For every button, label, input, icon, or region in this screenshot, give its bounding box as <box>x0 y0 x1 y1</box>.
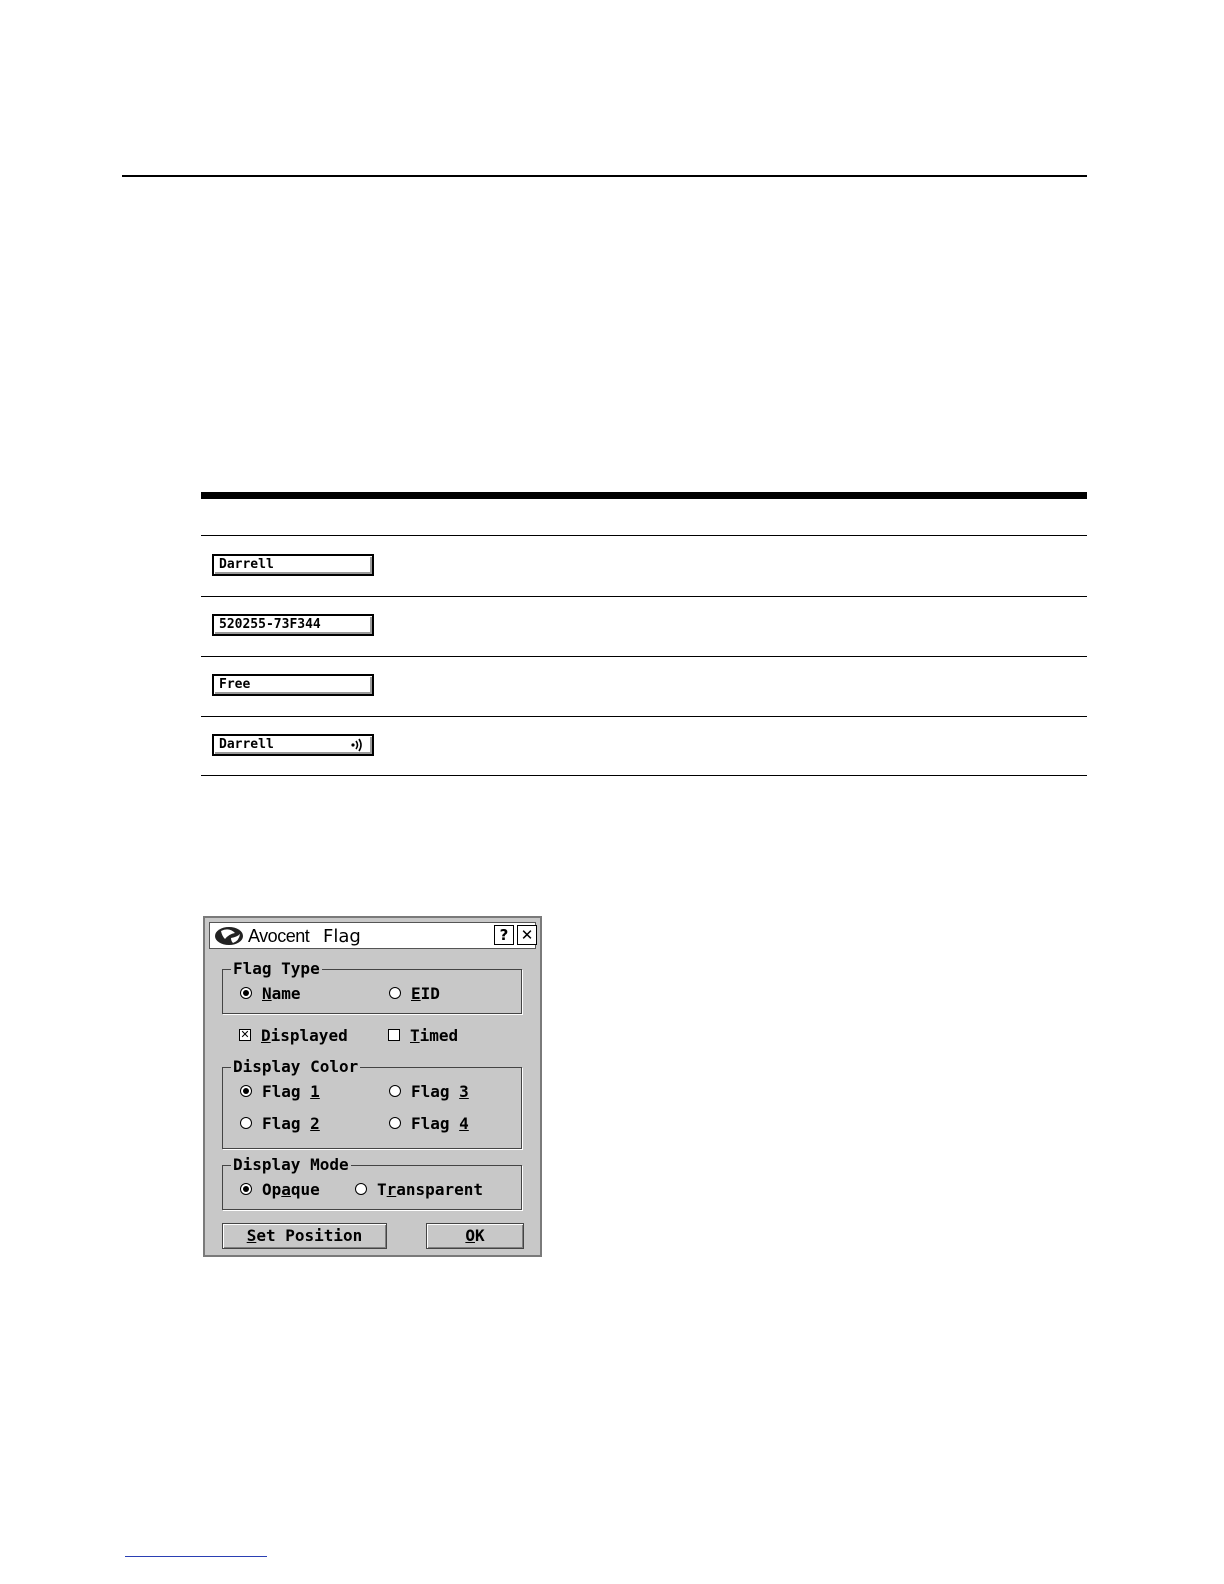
radio-selected-icon <box>240 1183 252 1195</box>
radio-selected-icon <box>240 1085 252 1097</box>
set-position-button[interactable]: Set Position <box>222 1223 387 1249</box>
brand-name: Avocent <box>248 926 310 946</box>
checkbox-unchecked-icon <box>388 1029 400 1041</box>
radio-eid[interactable]: EID <box>389 984 440 1004</box>
table-row-divider <box>201 656 1087 657</box>
flag-sample-text: 520255-73F344 <box>219 617 321 632</box>
radio-flag-2[interactable]: Flag 2 <box>240 1114 320 1134</box>
scan-icon <box>350 736 366 754</box>
checkbox-checked-icon: ✕ <box>240 1027 250 1041</box>
flag-dialog <box>203 916 542 1257</box>
display-mode-legend: Display Mode <box>233 1155 349 1174</box>
close-icon: ✕ <box>520 926 534 944</box>
table-top-rule <box>201 492 1087 499</box>
radio-unselected-icon <box>355 1183 367 1195</box>
display-color-legend: Display Color <box>233 1057 359 1076</box>
radio-unselected-icon <box>389 1117 401 1129</box>
checkbox-displayed[interactable]: ✕ Displayed <box>240 1026 348 1045</box>
flag-sample-text: Darrell <box>219 557 274 572</box>
display-color-group <box>222 1057 522 1149</box>
table-row-divider <box>201 775 1087 776</box>
dialog-title: Flag <box>323 926 361 947</box>
radio-unselected-icon <box>389 987 401 999</box>
footer-link-underline[interactable] <box>125 1556 267 1557</box>
table-row-divider <box>201 535 1087 536</box>
flag-sample-scan <box>212 734 374 756</box>
checkbox-timed[interactable]: Timed <box>388 1026 458 1046</box>
close-button[interactable] <box>517 925 537 945</box>
radio-unselected-icon <box>389 1085 401 1097</box>
radio-name[interactable]: Name <box>240 984 301 1004</box>
dialog-titlebar[interactable] <box>209 922 536 949</box>
help-button[interactable] <box>494 925 514 945</box>
help-icon: ? <box>499 926 509 944</box>
display-mode-group <box>222 1155 522 1210</box>
radio-flag-4[interactable]: Flag 4 <box>389 1114 469 1134</box>
radio-selected-icon <box>240 987 252 999</box>
ok-button[interactable]: OK <box>426 1223 524 1249</box>
flag-sample-eid <box>212 614 374 636</box>
radio-flag-3[interactable]: Flag 3 <box>389 1082 469 1102</box>
flag-sample-text: Darrell <box>219 737 274 752</box>
flag-sample-name <box>212 554 374 576</box>
avocent-logo-icon <box>213 925 245 947</box>
radio-flag-1[interactable]: Flag 1 <box>240 1082 320 1102</box>
radio-unselected-icon <box>240 1117 252 1129</box>
flag-sample-text: Free <box>219 677 251 692</box>
radio-opaque[interactable]: Opaque <box>240 1180 320 1200</box>
flag-type-legend: Flag Type <box>233 959 320 978</box>
flag-type-group <box>222 959 522 1014</box>
header-rule <box>122 175 1087 177</box>
radio-transparent[interactable]: Transparent <box>355 1180 483 1200</box>
flag-sample-free <box>212 674 374 696</box>
table-row-divider <box>201 716 1087 717</box>
table-row-divider <box>201 596 1087 597</box>
